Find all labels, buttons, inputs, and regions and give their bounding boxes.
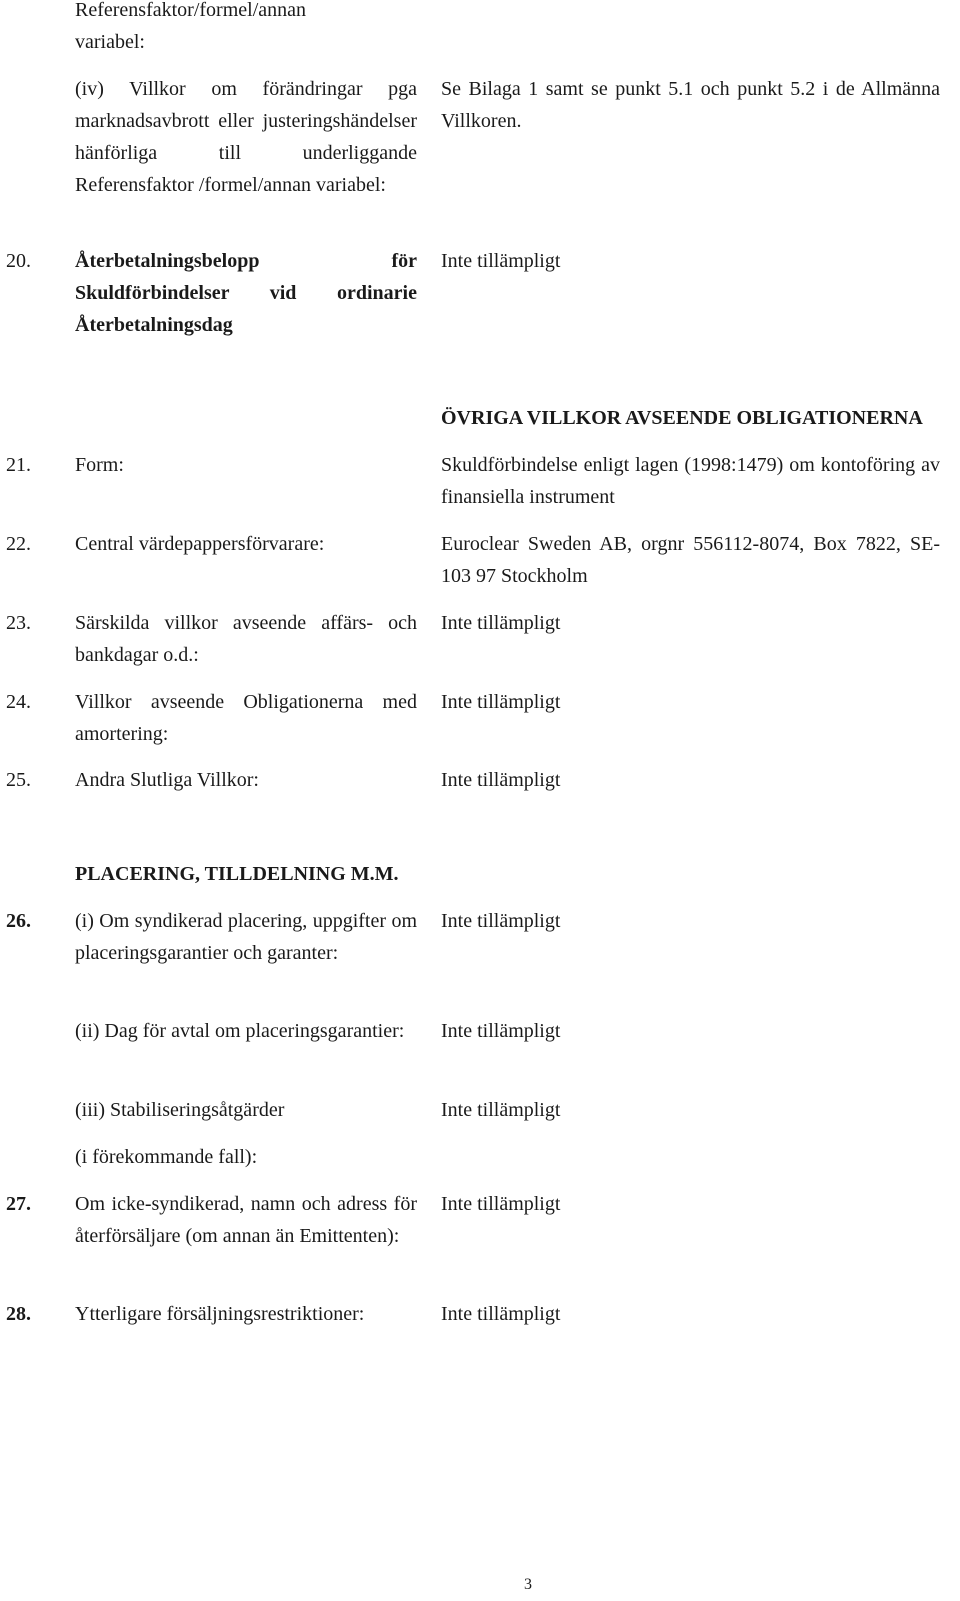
item-19-iv-value: Se Bilaga 1 samt se punkt 5.1 och punkt 5.2 i de Allmänna Villkoren. (441, 78, 940, 132)
item-24-number: 24. (6, 691, 31, 713)
item-24-value: Inte tillämpligt (441, 691, 561, 713)
item-20-label: Återbetalningsbelopp för Skuldförbindelser vid ordinarie Återbetalningsdag (75, 250, 417, 336)
item-26-ii-value: Inte tillämpligt (441, 1020, 561, 1042)
item-27-label: Om icke-syndikerad, namn och adress för återförsäljare (om annan än Emittenten): (75, 1193, 417, 1247)
item-22-label: Central värdepappersförvarare: (75, 533, 325, 555)
item-23-value: Inte tillämpligt (441, 612, 561, 634)
section-heading-other-terms: ÖVRIGA VILLKOR AVSEENDE OBLIGATIONERNA (441, 407, 923, 429)
item-28-value: Inte tillämpligt (441, 1303, 561, 1325)
item-20-value: Inte tillämpligt (441, 250, 561, 272)
item-26-i-label: (i) Om syndikerad placering, uppgifter om placeringsgarantier och garanter: (75, 910, 417, 964)
item-24-label: Villkor avseende Obligationerna med amortering: (75, 691, 417, 745)
item-26-ii-label: (ii) Dag för avtal om placeringsgarantier: (75, 1020, 405, 1042)
item-22-number: 22. (6, 533, 31, 555)
item-19-iv-label: (iv) Villkor om förändringar pga marknadsavbrott eller justeringshändelser hänförliga till underliggande Referensfaktor /formel/annan variabel: (75, 78, 417, 196)
page-number: 3 (524, 1576, 532, 1593)
item-26-iii-sublabel: (i förekommande fall): (75, 1146, 258, 1168)
item-21-label: Form: (75, 454, 124, 476)
item-28-label: Ytterligare försäljningsrestriktioner: (75, 1303, 365, 1325)
item-20-number: 20. (6, 250, 31, 272)
item-25-label: Andra Slutliga Villkor: (75, 769, 259, 791)
item-26-i-value: Inte tillämpligt (441, 910, 561, 932)
item-21-number: 21. (6, 454, 31, 476)
item-26-number: 26. (6, 910, 31, 932)
item-25-number: 25. (6, 769, 31, 791)
item-22-value: Euroclear Sweden AB, orgnr 556112-8074, Box 7822, SE-103 97 Stockholm (441, 533, 940, 587)
item-26-iii-label: (iii) Stabiliseringsåtgärder (75, 1099, 285, 1121)
item-27-value: Inte tillämpligt (441, 1193, 561, 1215)
reference-variable-label: Referensfaktor/formel/annan variabel: (75, 0, 307, 53)
item-25-value: Inte tillämpligt (441, 769, 561, 791)
item-23-label: Särskilda villkor avseende affärs- och bankdagar o.d.: (75, 612, 417, 666)
item-28-number: 28. (6, 1303, 31, 1325)
section-heading-placement: PLACERING, TILLDELNING M.M. (75, 863, 399, 885)
item-27-number: 27. (6, 1193, 31, 1215)
item-26-iii-value: Inte tillämpligt (441, 1099, 561, 1121)
item-21-value: Skuldförbindelse enligt lagen (1998:1479) om kontoföring av finansiella instrument (441, 454, 940, 508)
item-23-number: 23. (6, 612, 31, 634)
